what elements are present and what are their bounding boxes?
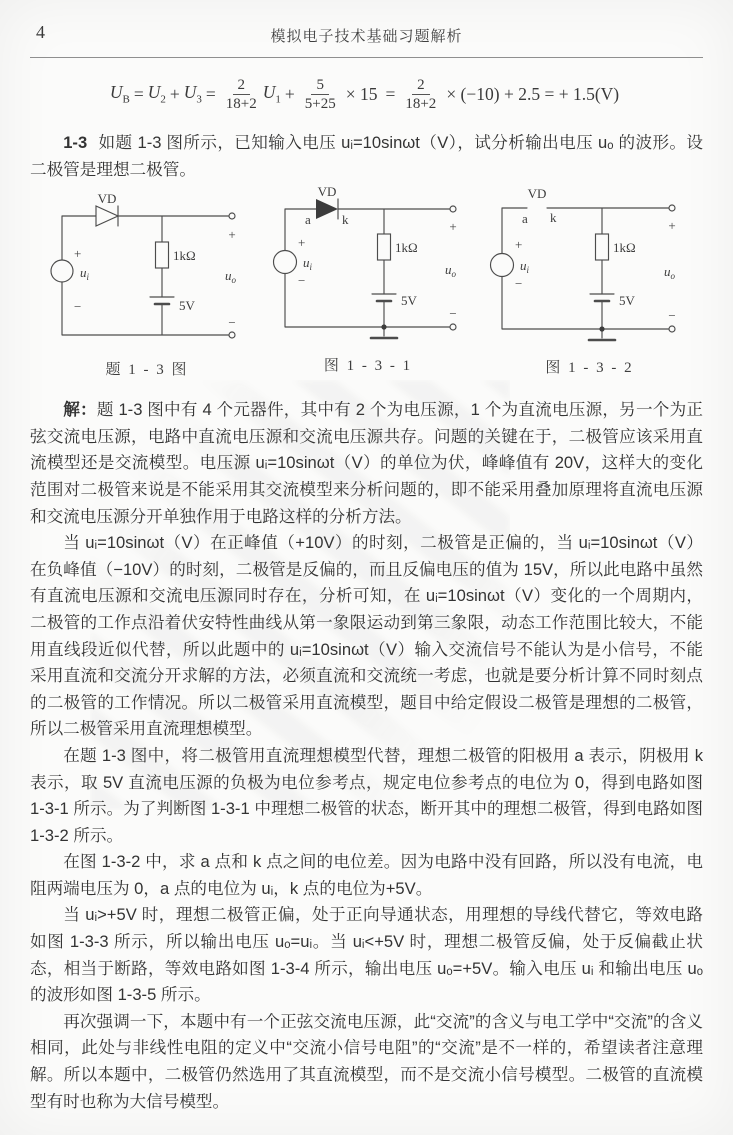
formula-subscript: 1 [275,93,281,106]
output-terminal-bottom [229,332,235,338]
input-voltage-label: $u_i$ [80,265,90,283]
solution-section [30,397,703,1115]
wire [285,209,453,336]
formula-subscript: 2 [160,93,166,106]
source-plus-label: + [298,235,306,251]
output-minus-label: − [449,306,457,322]
junction-dot [381,325,386,330]
anode-label: a [522,211,528,227]
solution-text: 当 uᵢ=10sinωt（V）在正峰值（+10V）的时刻，二极管是正偏的，当 uᵢ=10sinωt（V）在负峰值（−10V）的时刻，二极管是反偏的，而且反偏电压的值为 15V，所以此电路中虽然有直流电压源和交流电压源同时存在，分析可知，在 uᵢ=10sinωt（V）变化的一个周期内，二极管的工作点沿着伏安特性曲线从第一象限运动到第三象限，动态工作范围比较大，不能用直线段近似代替，所以此题中的 uᵢ=10sinωt（V）输入交流信号不能认为是小信号，不能采用直流和交流分开求解的方法，必须直流和交流统一考虑，也就是要分析计算不同时刻点的二极管的工作情况。所以二极管采用直流模型，题目中给定假设二极管是理想的二极管，所以二极管采用直流理想模型。 [30,533,703,739]
fraction-denominator: 18+2 [225,95,257,112]
battery-value-label: 5V [619,293,635,309]
output-voltage-label: $u_o$ [445,262,456,280]
fraction-numerator: 2 [233,76,251,95]
formula-subscript: B [122,93,130,106]
formula-operator: = [133,83,144,104]
anode-label: a [305,212,311,228]
formula-term: U [183,82,197,103]
solution-paragraph [30,397,703,530]
formula-operator: × 15 [345,83,378,104]
running-head-title: 模拟电子技术基础习题解析 [270,28,463,45]
solution-paragraph [30,902,703,1008]
fraction-denominator: 5+25 [304,95,336,112]
solution-paragraph [30,849,703,902]
input-voltage-label: $u_i$ [520,258,530,276]
output-terminal-top [669,205,675,211]
figure-1-3-1 [268,186,468,375]
figures-row [30,186,703,384]
formula-fraction [403,76,438,113]
formula-fraction [224,76,259,113]
page-number: 4 [36,22,45,42]
formula-term: U [109,82,123,103]
formula-operator: = [385,83,396,104]
formula-operator: + [284,83,295,104]
solution-text: 题 1-3 图中有 4 个元器件，其中有 2 个为电压源，1 个为直流电压源，另一个为正弦交流电压源，电路中直流电压源和交流电压源共存。问题的关键在于，二极管应该采用直流模型还是交流模型。电压源 uᵢ=10sinωt（V）的单位为伏，峰峰值有 20V，这样大的变化范围对二极管来说是不能采用其交流模型来分析问题的，即不能采用叠加原理将直流电压源和交流电压源分开单独作用于电路这样的分析方法。 [30,400,703,526]
solution-text: 在图 1-3-2 中，求 a 点和 k 点之间的电位差。因为电路中没有回路，所以没有电流，电阻两端电压为 0，a 点的电位为 uᵢ，k 点的电位为+5V。 [30,852,703,898]
output-voltage-label: $u_o$ [225,268,236,286]
formula-term: U [147,82,161,103]
figure-caption: 题 1 - 3 图 [105,362,189,379]
output-minus-label: − [228,315,236,331]
output-terminal-top [450,206,456,212]
solution-paragraph [30,1009,703,1115]
cathode-label: k [342,212,349,228]
input-voltage-label: $u_i$ [303,255,313,273]
battery-value-label: 5V [179,298,195,314]
output-minus-label: − [668,308,676,324]
solution-text: 当 uᵢ>+5V 时，理想二极管正偏，处于正向导通状态，用理想的导线代替它，等效电路如图 1-3-3 所示，所以输出电压 uₒ=uᵢ。当 uᵢ<+5V 时，理想二极管反偏，处于反偏截止状态，相当于断路，等效电路如图 1-3-4 所示，输出电压 uₒ=+5V。输入电压 uᵢ 和输出电压 uₒ 的波形如图 1-3-5 所示。 [30,905,703,1005]
output-terminal-bottom [450,324,456,330]
circuit-diagram-ideal-model [268,186,468,346]
voltage-source-icon [51,260,73,282]
figure-caption: 图 1 - 3 - 1 [323,358,413,375]
resistor-value-label: 1kΩ [613,240,636,256]
resistor-icon [378,234,391,260]
diode-icon [316,199,338,219]
solution-label: 解： [63,400,97,420]
solution-text: 再次强调一下，本题中有一个正弦交流电压源，此“交流”的含义与电工学中“交流”的含义相同，此处与非线性电阻的定义中“交流小信号电阻”的“交流”是不一样的，希望读者注意理解。所以本题中，二极管仍然选用了其直流模型，而不是交流小信号模型。二极管的直流模型有时也称为大信号模型。 [30,1011,703,1111]
voltage-source-icon [274,251,297,274]
problem-number: 1-3 [63,133,88,152]
source-plus-label: + [515,237,523,253]
diode-label: VD [527,186,547,202]
fraction-numerator: 2 [412,76,430,95]
figure-problem-circuit [32,194,262,379]
formula-subscript: 3 [196,93,202,106]
solution-text: 在题 1-3 图中，将二极管用直流理想模型代替，理想二极管的阳极用 a 表示，阴极用 k 表示，取 5V 直流电压源的负极为电位参考点，规定电位参考点的电位为 0，得到电路如图 1-3-1 所示。为了判断图 1-3-1 中理想二极管的状态，断开其中的理想二极管，得到电路如图 1-3-2 所示。 [30,745,703,845]
source-minus-label: − [515,276,523,292]
resistor-icon [596,234,609,260]
solution-paragraph [30,743,703,849]
output-plus-label: + [668,218,676,234]
output-terminal-bottom [669,326,675,332]
junction-dot [599,327,604,332]
output-plus-label: + [228,227,236,243]
figure-1-3-2 [482,186,697,377]
formula-term: U [262,82,276,103]
formula-fraction [303,76,338,113]
battery-value-label: 5V [401,293,417,309]
solution-paragraph [30,530,703,743]
diode-icon [96,206,118,226]
resistor-value-label: 1kΩ [395,240,418,256]
output-terminal-top [229,213,235,219]
source-plus-label: + [74,246,82,262]
source-minus-label: − [74,299,82,315]
fraction-denominator: 18+2 [405,95,437,112]
problem-statement [30,130,703,183]
fraction-numerator: 5 [311,76,329,95]
source-minus-label: − [298,273,306,289]
output-voltage-label: $u_o$ [664,264,675,282]
resistor-icon [156,242,169,268]
diode-label: VD [317,186,337,200]
voltage-source-icon [491,254,514,277]
output-plus-label: + [449,219,457,235]
circuit-diagram-original [32,194,262,350]
figure-caption: 图 1 - 3 - 2 [545,360,634,377]
formula-line [30,70,703,118]
formula-operator: × (−10) + 2.5 = + 1.5(V) [446,83,620,104]
circuit-diagram-diode-removed [482,186,697,348]
formula-operator: = [205,83,216,104]
formula-operator: + [169,83,180,104]
diode-label: VD [97,194,117,207]
page-header [30,22,703,58]
problem-text: 如题 1-3 图所示，已知输入电压 uᵢ=10sinωt（V），试分析输出电压 uₒ 的波形。设二极管是理想二极管。 [30,133,703,179]
cathode-label: k [550,210,557,226]
resistor-value-label: 1kΩ [173,248,196,264]
